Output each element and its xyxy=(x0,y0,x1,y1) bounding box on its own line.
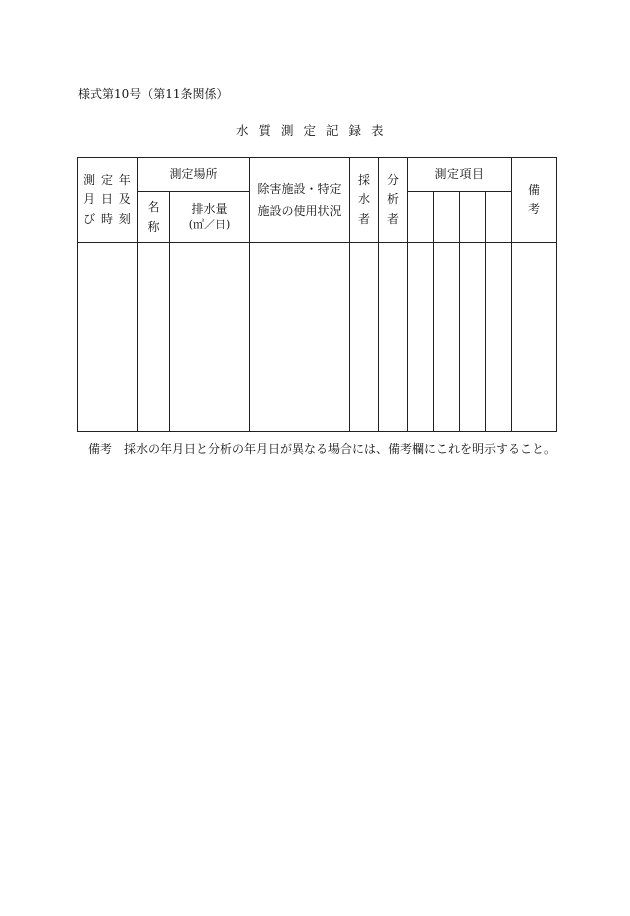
sampler-header xyxy=(350,158,379,243)
footnote-label: 備考 xyxy=(88,442,113,456)
facility-status-cell[interactable] xyxy=(250,243,350,432)
volume-cell[interactable] xyxy=(170,243,250,432)
item-header-cell xyxy=(408,192,434,243)
table-row xyxy=(78,243,557,432)
footnote-text: 採水の年月日と分析の年月日が異なる場合には、備考欄にこれを明示すること。 xyxy=(124,442,557,456)
sampler-header-char: 者 xyxy=(358,211,371,226)
facility-status-header xyxy=(250,158,350,243)
datetime-header-line: び 時 刻 xyxy=(83,211,132,226)
document-title: 水質測定記録表 xyxy=(236,123,394,138)
sampler-header-char: 採 xyxy=(358,173,371,188)
datetime-header-line: 月 日 及 xyxy=(83,192,132,207)
item-header-cell xyxy=(460,192,486,243)
facility-header-line: 除害施設・特定 xyxy=(257,181,342,196)
item-header-cell xyxy=(486,192,512,243)
analyst-cell[interactable] xyxy=(379,243,408,432)
remarks-cell[interactable] xyxy=(512,243,557,432)
analyst-header-char: 分 xyxy=(387,173,400,188)
analyst-header xyxy=(379,158,408,243)
discharge-volume-header xyxy=(170,192,250,243)
item-value-cell[interactable] xyxy=(460,243,486,432)
name-cell[interactable] xyxy=(138,243,170,432)
item-header-cell xyxy=(434,192,460,243)
sampler-header-char: 水 xyxy=(358,192,371,207)
volume-unit: (㎥／日) xyxy=(188,217,231,231)
analyst-header-char: 者 xyxy=(387,211,400,226)
remarks-header: 備考 xyxy=(512,158,557,243)
water-quality-record-table xyxy=(77,157,557,432)
name-header-char: 名 xyxy=(147,199,160,214)
footnote xyxy=(88,440,556,457)
facility-header-line: 施設の使用状況 xyxy=(257,204,342,218)
location-header: 測定場所 xyxy=(138,158,250,192)
item-value-cell[interactable] xyxy=(408,243,434,432)
datetime-header-line: 測 定 年 xyxy=(83,173,132,188)
name-header xyxy=(138,192,170,243)
item-value-cell[interactable] xyxy=(434,243,460,432)
volume-label: 排水量 xyxy=(191,202,228,217)
measurement-items-header: 測定項目 xyxy=(408,158,512,192)
datetime-cell[interactable] xyxy=(78,243,138,432)
datetime-header xyxy=(78,158,138,243)
analyst-header-char: 析 xyxy=(387,192,400,207)
sampler-cell[interactable] xyxy=(350,243,379,432)
name-header-char: 称 xyxy=(147,220,160,234)
form-number: 様式第10号（第11条関係） xyxy=(78,87,229,101)
item-value-cell[interactable] xyxy=(486,243,512,432)
